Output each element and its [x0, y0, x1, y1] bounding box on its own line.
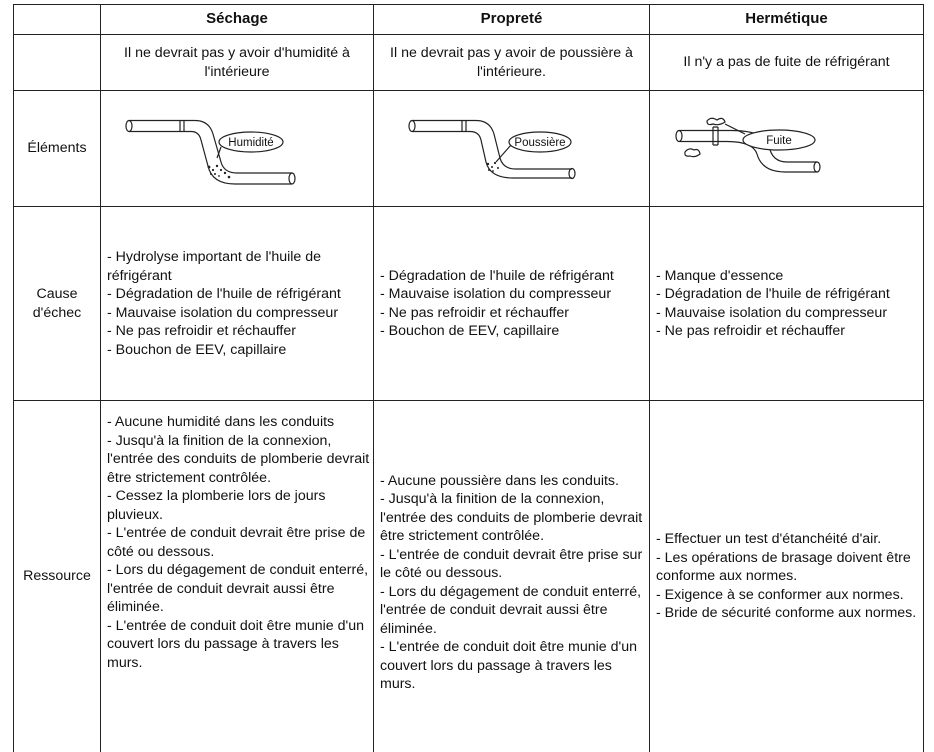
list-item: - Exigence à se conformer aux normes. — [656, 586, 921, 605]
label-fuite: Fuite — [766, 135, 792, 147]
header-hermetique: Hermétique — [650, 5, 924, 35]
list-item: - Ne pas refroidir et réchauffer — [107, 322, 371, 341]
cause-proprete — [374, 207, 650, 401]
ressource-proprete-list — [374, 460, 649, 694]
list-item: - Effectuer un test d'étanchéité d'air. — [656, 530, 921, 549]
list-item: - Cessez la plomberie lors de jours pluvieux. — [107, 487, 371, 524]
list-item: - Ne pas refroidir et réchauffer — [380, 304, 647, 323]
header-row — [14, 5, 924, 35]
ressource-hermetique — [650, 401, 924, 752]
list-item: - Lors du dégagement de conduit enterré, l'entrée de conduit devrait aussi être éliminée. — [380, 583, 647, 639]
requirement-sechage: Il ne devrait pas y avoir d'humidité à l'intérieure — [101, 35, 374, 91]
list-item: - Jusqu'à la finition de la connexion, l'entrée des conduits de plomberie devrait être strictement contrôlée. — [380, 490, 647, 546]
requirement-label — [14, 35, 101, 91]
list-item: - Bouchon de EEV, capillaire — [380, 322, 647, 341]
elements-hermetique — [650, 91, 924, 207]
list-item: - L'entrée de conduit devrait être prise de côté ou dessous. — [107, 524, 371, 561]
elements-label: Éléments — [14, 91, 101, 207]
list-item: - Dégradation de l'huile de réfrigérant — [656, 285, 921, 304]
list-item: - L'entrée de conduit doit être munie d'un couvert lors du passage à travers les murs. — [380, 638, 647, 694]
elements-proprete — [374, 91, 650, 207]
requirements-table — [13, 4, 924, 752]
cause-sechage — [101, 207, 374, 401]
list-item: - L'entrée de conduit devrait être prise sur le côté ou dessous. — [380, 546, 647, 583]
cause-label: Cause d'échec — [14, 207, 101, 401]
list-item: - Jusqu'à la finition de la connexion, l'entrée des conduits de plomberie devrait être strictement contrôlée. — [107, 432, 371, 488]
requirement-hermetique: Il n'y a pas de fuite de réfrigérant — [650, 35, 924, 91]
list-item: - Bouchon de EEV, capillaire — [107, 341, 371, 360]
pipe-moisture-illustration — [117, 112, 357, 186]
header-empty — [14, 5, 101, 35]
ressource-row — [14, 401, 924, 752]
ressource-label: Ressource — [14, 401, 101, 752]
pipe-leak-illustration — [667, 112, 907, 186]
list-item: - Lors du dégagement de conduit enterré, l'entrée de conduit devrait aussi être éliminée. — [107, 561, 371, 617]
list-item: - Bride de sécurité conforme aux normes. — [656, 604, 921, 623]
list-item: - Mauvaise isolation du compresseur — [656, 304, 921, 323]
cause-sechage-list — [101, 248, 373, 359]
header-sechage: Séchage — [101, 5, 374, 35]
cause-hermetique — [650, 207, 924, 401]
list-item: - Aucune poussière dans les conduits. — [380, 472, 647, 491]
ressource-sechage — [101, 401, 374, 752]
ressource-sechage-list — [101, 401, 373, 672]
cause-row — [14, 207, 924, 401]
label-poussiere: Poussière — [514, 137, 565, 149]
elements-sechage — [101, 91, 374, 207]
list-item: - L'entrée de conduit doit être munie d'un couvert lors du passage à travers les murs. — [107, 617, 371, 673]
list-item: - Hydrolyse important de l'huile de réfrigérant — [107, 248, 371, 285]
list-item: - Mauvaise isolation du compresseur — [380, 285, 647, 304]
list-item: - Dégradation de l'huile de réfrigérant — [107, 285, 371, 304]
cause-proprete-list — [374, 267, 649, 341]
header-proprete: Propreté — [374, 5, 650, 35]
ressource-proprete — [374, 401, 650, 752]
list-item: - Manque d'essence — [656, 267, 921, 286]
list-item: - Aucune humidité dans les conduits — [107, 413, 371, 432]
list-item: - Ne pas refroidir et réchauffer — [656, 322, 921, 341]
list-item: - Mauvaise isolation du compresseur — [107, 304, 371, 323]
list-item: - Les opérations de brasage doivent être conforme aux normes. — [656, 549, 921, 586]
pipe-dust-illustration — [392, 112, 632, 186]
cause-hermetique-list — [650, 267, 923, 341]
requirement-row — [14, 35, 924, 91]
list-item: - Dégradation de l'huile de réfrigérant — [380, 267, 647, 286]
requirement-proprete: Il ne devrait pas y avoir de poussière à l'intérieure. — [374, 35, 650, 91]
ressource-hermetique-list — [650, 530, 923, 623]
label-humidite: Humidité — [228, 137, 273, 149]
elements-row — [14, 91, 924, 207]
